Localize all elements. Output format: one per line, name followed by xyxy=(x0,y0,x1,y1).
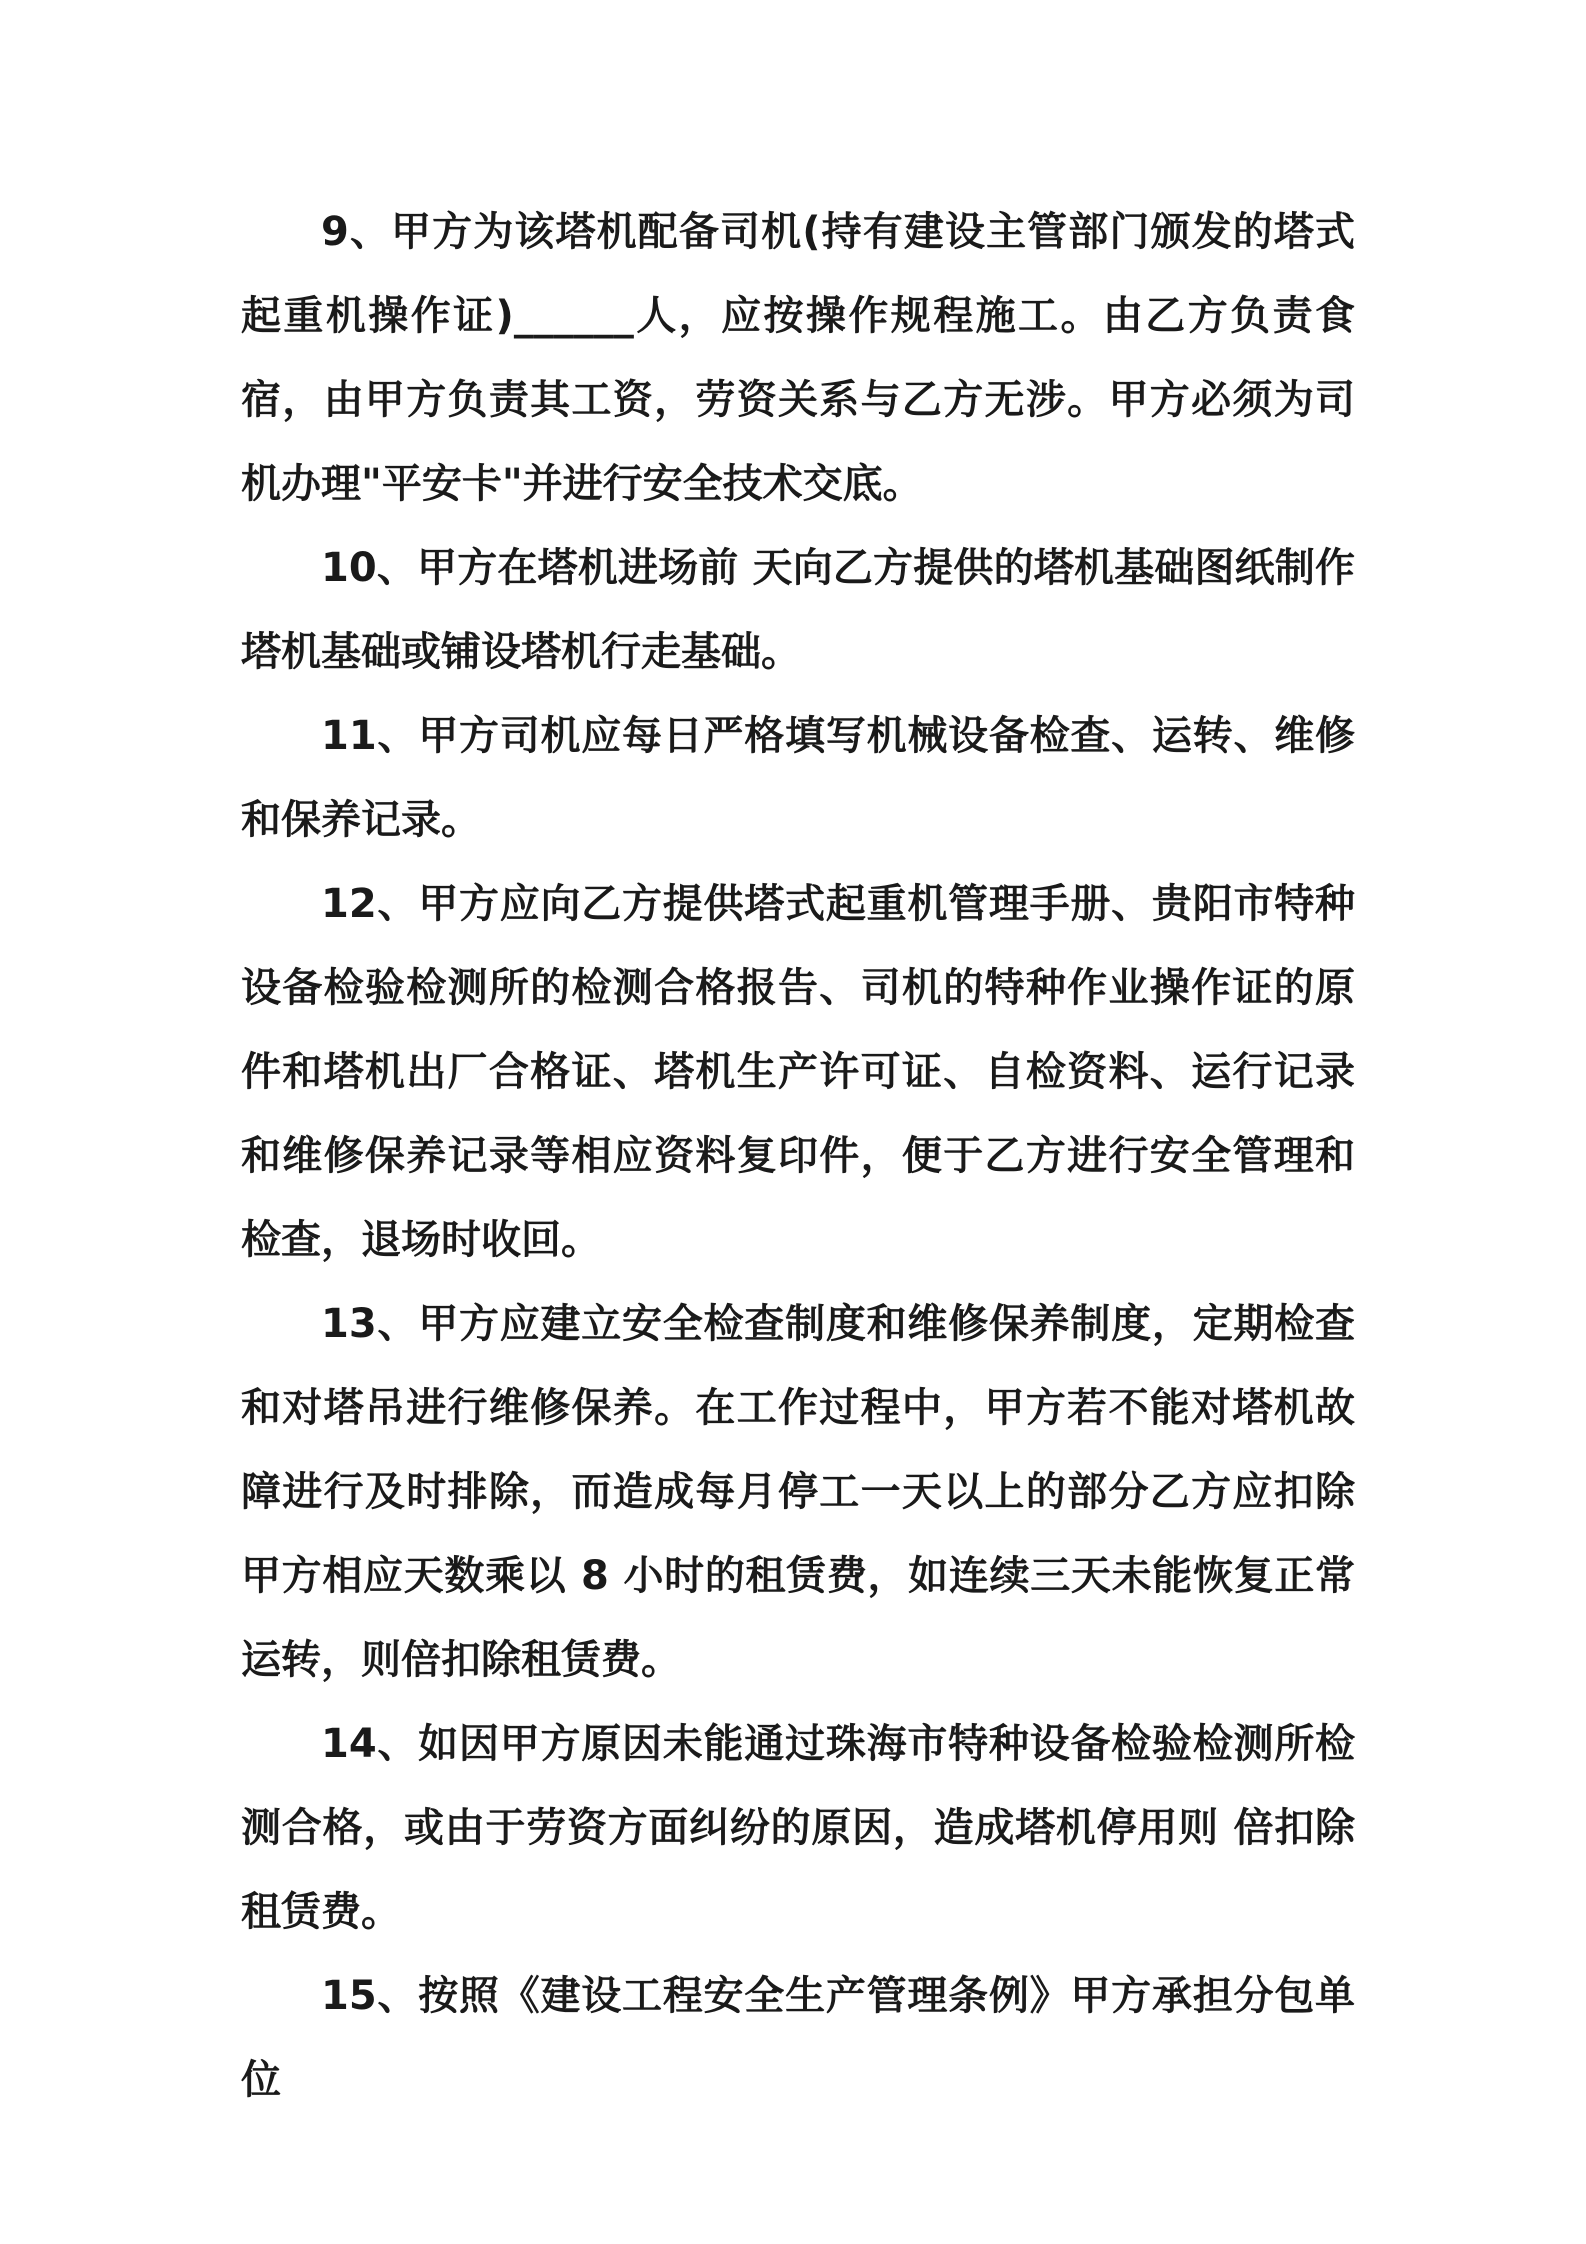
clause-15: 15、按照《建设工程安全生产管理条例》甲方承担分包单位 xyxy=(241,1973,1355,2103)
clause-10: 10、甲方在塔机进场前 天向乙方提供的塔机基础图纸制作塔机基础或铺设塔机行走基础。 xyxy=(241,545,1355,675)
clause-11: 11、甲方司机应每日严格填写机械设备检查、运转、维修和保养记录。 xyxy=(241,713,1355,843)
clause-13: 13、甲方应建立安全检查制度和维修保养制度，定期检查和对塔吊进行维修保养。在工作过程中，甲方若不能对塔机故障进行及时排除，而造成每月停工一天以上的部分乙方应扣除甲方相应天数乘以 8 小时的租赁费，如连续三天未能恢复正常运转，则倍扣除租赁费。 xyxy=(241,1301,1355,1683)
clause-9: 9、甲方为该塔机配备司机(持有建设主管部门颁发的塔式起重机操作证)______人，应按操作规程施工。由乙方负责食宿，由甲方负责其工资，劳资关系与乙方无涉。甲方必须为司机办理"平安卡"并进行安全技术交底。 xyxy=(241,209,1355,507)
clause-14: 14、如因甲方原因未能通过珠海市特种设备检验检测所检测合格，或由于劳资方面纠纷的原因，造成塔机停用则 倍扣除租赁费。 xyxy=(241,1721,1355,1935)
document-body xyxy=(241,190,1355,2122)
clause-12: 12、甲方应向乙方提供塔式起重机管理手册、贵阳市特种设备检验检测所的检测合格报告、司机的特种作业操作证的原件和塔机出厂合格证、塔机生产许可证、自检资料、运行记录和维修保养记录等相应资料复印件，便于乙方进行安全管理和检查，退场时收回。 xyxy=(241,881,1355,1263)
